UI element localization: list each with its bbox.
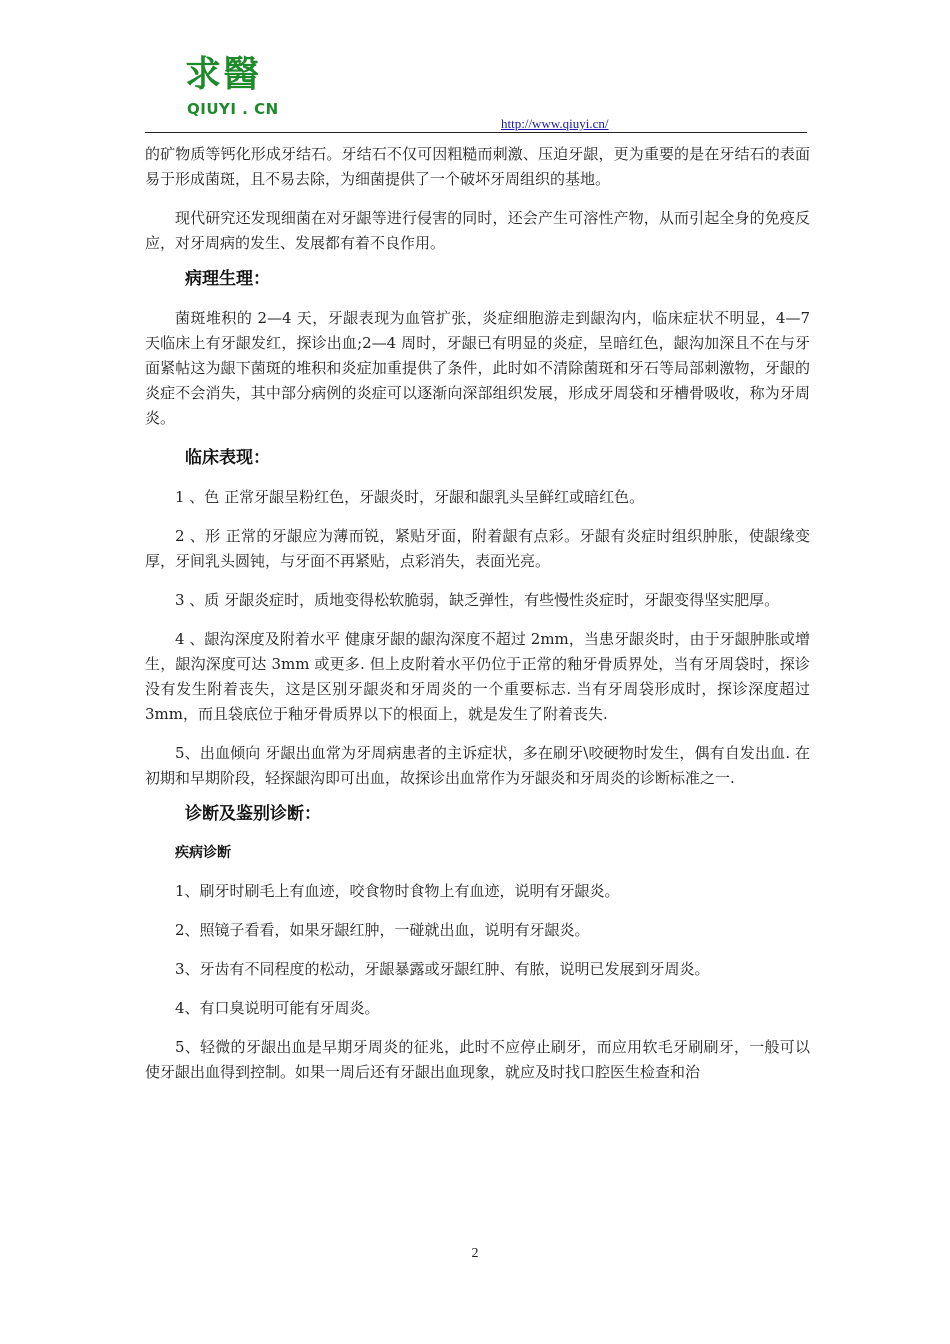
page-number: 2 — [471, 1246, 479, 1261]
diagnosis-item-5: 5、轻微的牙龈出血是早期牙周炎的征兆，此时不应停止刷牙，而应用软毛牙刷刷牙，一般可以使牙龈出血得到控制。如果一周后还有牙龈出血现象，就应及时找口腔医生检查和治 — [145, 1038, 810, 1081]
qiuyi-logo — [185, 52, 281, 130]
clinical-item-color: 1 、色 正常牙龈呈粉红色，牙龈炎时，牙龈和龈乳头呈鲜红或暗红色。 — [175, 488, 645, 506]
logo-latin-text: QIUYI . CN — [187, 100, 279, 118]
diagnosis-item-1: 1、刷牙时刷毛上有血迹，咬食物时食物上有血迹，说明有牙龈炎。 — [175, 882, 620, 900]
clinical-item-bleeding: 5、出血倾向 牙龈出血常为牙周病患者的主诉症状，多在刷牙\咬硬物时发生，偶有自发出血. 在初期和早期阶段，轻探龈沟即可出血，故探诊出血常作为牙龈炎和牙周炎的诊断标准之一. — [145, 744, 810, 787]
header-divider — [145, 132, 807, 133]
paragraph-pathology: 菌斑堆积的 2—4 天，牙龈表现为血管扩张，炎症细胞游走到龈沟内，临床症状不明显，4—7 天临床上有牙龈发红，探诊出血;2—4 周时，牙龈已有明显的炎症，呈暗红色，龈沟加深且不在与牙面紧帖这为龈下菌斑的堆积和炎症加重提供了条件，此时如不清除菌斑和牙石等局部刺激物，牙龈的炎症不会消失，其中部分病例的炎症可以逐渐向深部组织发展，形成牙周袋和牙槽骨吸收，称为牙周炎。 — [145, 309, 810, 427]
heading-clinical: 临床表现： — [185, 448, 270, 468]
heading-diagnosis: 诊断及鉴别诊断： — [185, 804, 321, 824]
diagnosis-item-2: 2、照镜子看看，如果牙龈红肿，一碰就出血，说明有牙龈炎。 — [175, 921, 590, 939]
diagnosis-item-3: 3、牙齿有不同程度的松动，牙龈暴露或牙龈红肿、有脓，说明已发展到牙周炎。 — [175, 960, 710, 978]
paragraph-immune-response: 现代研究还发现细菌在对牙龈等进行侵害的同时，还会产生可溶性产物，从而引起全身的免疫反应，对牙周病的发生、发展都有着不良作用。 — [145, 209, 810, 252]
diagnosis-item-4: 4、有口臭说明可能有牙周炎。 — [175, 999, 380, 1017]
logo-chinese-text: 求醫 — [185, 53, 262, 95]
clinical-item-shape: 2 、形 正常的牙龈应为薄而锐，紧贴牙面，附着龈有点彩。牙龈有炎症时组织肿胀，使龈缘变厚，牙间乳头圆钝，与牙面不再紧贴，点彩消失，表面光亮。 — [145, 527, 810, 570]
clinical-item-sulcus-depth: 4 、龈沟深度及附着水平 健康牙龈的龈沟深度不超过 2mm，当患牙龈炎时，由于牙龈肿胀或增生，龈沟深度可达 3mm 或更多. 但上皮附着水平仍位于正常的釉牙骨质界处，当有牙周袋时，探诊没有发生附着丧失，这是区别牙龈炎和牙周炎的一个重要标志. 当有牙周袋形成时，探诊深度超过 3mm，而且袋底位于釉牙骨质界以下的根面上，就是发生了附着丧失. — [145, 630, 810, 723]
paragraph-tartar: 的矿物质等钙化形成牙结石。牙结石不仅可因粗糙而刺激、压迫牙龈，更为重要的是在牙结石的表面易于形成菌斑，且不易去除，为细菌提供了一个破坏牙周组织的基地。 — [145, 145, 810, 188]
subheading-disease-diagnosis: 疾病诊断 — [175, 845, 231, 861]
document-body — [145, 142, 810, 1085]
page-header — [145, 52, 807, 134]
clinical-item-texture: 3 、质 牙龈炎症时，质地变得松软脆弱，缺乏弹性，有些慢性炎症时，牙龈变得坚实肥厚。 — [175, 591, 780, 609]
site-url-link[interactable]: http://www.qiuyi.cn/ — [501, 116, 609, 131]
heading-pathology: 病理生理： — [185, 269, 270, 289]
